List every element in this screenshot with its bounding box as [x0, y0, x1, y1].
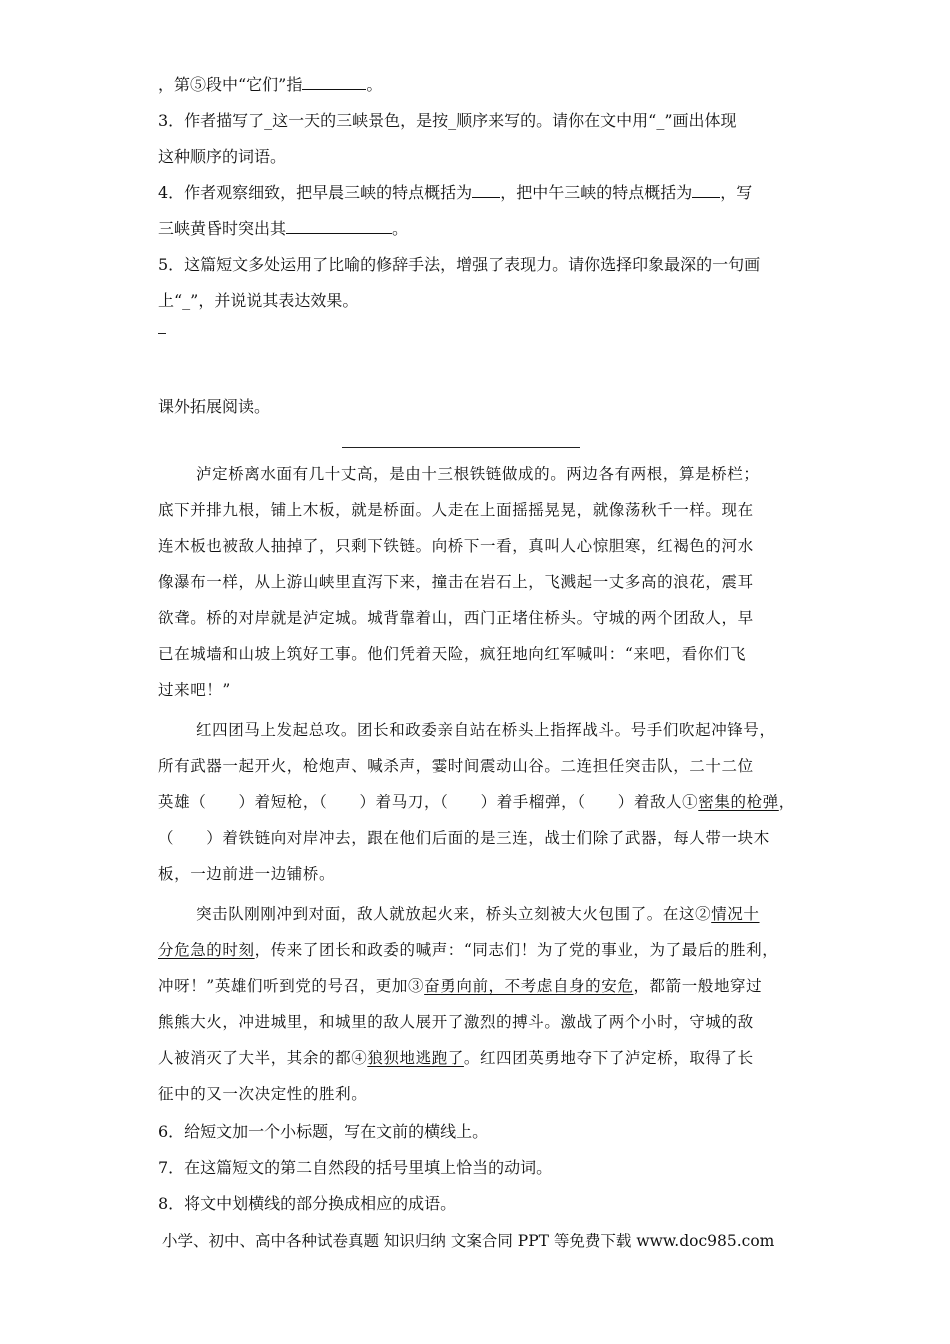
question-3-line-2: 这种顺序的词语。 [158, 147, 287, 166]
underlined-phrase-3: 奋勇向前，不考虑自身的安危 [424, 977, 634, 995]
passage-line [158, 975, 762, 997]
q2-text: ，第⑤段中“它们”指 [158, 75, 303, 94]
passage-line [158, 1047, 754, 1069]
passage-text: ，都箭一般地穿过 [633, 977, 763, 995]
answer-blank [692, 182, 720, 198]
passage-text: 冲呀！”英雄们听到党的号召，更加③ [158, 977, 425, 995]
question-4-line-1 [158, 182, 752, 204]
passage-text: 。红四团英勇地夺下了泸定桥，取得了长 [463, 1049, 754, 1067]
passage-line [158, 791, 795, 813]
passage-line: 泸定桥离水面有几十丈高，是由十三根铁链做成的。两边各有两根，算是桥栏； [196, 465, 760, 483]
q4-part1: 4．作者观察细致，把早晨三峡的特点概括为 [158, 183, 473, 202]
section-heading: 课外拓展阅读。 [158, 397, 271, 416]
passage-text: ，传来了团长和政委的喊声：“同志们！为了党的事业，为了最后的胜利， [254, 941, 779, 959]
answer-dash [158, 333, 166, 334]
passage-line: 底下并排九根，铺上木板，就是桥面。人走在上面摇摇晃晃，就像荡秋千一样。现在 [158, 501, 754, 519]
question-7: 7．在这篇短文的第二自然段的括号里填上恰当的动词。 [158, 1158, 553, 1177]
q2-suffix: 。 [366, 75, 383, 94]
q4-line2-prefix: 三峡黄昏时突出其 [158, 219, 287, 238]
passage-text: 突击队刚刚冲到对面，敌人就放起火来，桥头立刻被大火包围了。在这② [196, 905, 712, 923]
passage-line: 像瀑布一样，从上游山峡里直泻下来，撞击在岩石上，飞溅起一丈多高的浪花，震耳 [158, 573, 754, 591]
passage-line: 已在城墙和山坡上筑好工事。他们凭着天险，疯狂地向红军喊叫：“来吧，看你们飞 [158, 645, 747, 663]
question-5-line-1: 5．这篇短文多处运用了比喻的修辞手法，增强了表现力。请你选择印象最深的一句画 [158, 255, 761, 274]
answer-blank [286, 218, 392, 234]
underlined-phrase-2-cont: 分危急的时刻 [158, 941, 255, 959]
passage-line [196, 903, 760, 925]
passage-line: 征中的又一次决定性的胜利。 [158, 1085, 368, 1103]
passage-line: 熊熊大火，冲进城里，和城里的敌人展开了激烈的搏斗。激战了两个小时，守城的敌 [158, 1013, 754, 1031]
passage-line: 红四团马上发起总攻。团长和政委亲自站在桥头上指挥战斗。号手们吹起冲锋号， [196, 721, 776, 739]
passage-line: 欲聋。桥的对岸就是泸定城。城背靠着山，西门正堵住桥头。守城的两个团敌人，早 [158, 609, 754, 627]
passage-line: 连木板也被敌人抽掉了，只剩下铁链。向桥下一看，真叫人心惊胆寒，红褐色的河水 [158, 537, 754, 555]
passage-text: 英雄（ ）着短枪，（ ）着马刀，（ ）着手榴弹，（ ）着敌人① [158, 793, 699, 811]
question-2-tail [158, 74, 382, 96]
question-3-line-1: 3．作者描写了_这一天的三峡景色，是按_顺序来写的。请你在文中用“_”画出体现 [158, 111, 737, 130]
question-5-line-2: 上“_”，并说说其表达效果。 [158, 291, 359, 310]
answer-blank [472, 182, 500, 198]
underlined-phrase-1: 密集的枪弹 [698, 793, 779, 811]
question-8: 8．将文中划横线的部分换成相应的成语。 [158, 1194, 457, 1213]
question-4-line-2 [158, 218, 408, 240]
page-footer: 小学、初中、高中各种试卷真题 知识归纳 文案合同 PPT 等免费下载 www.doc985.com [162, 1232, 775, 1250]
passage-text: ， [778, 793, 795, 811]
q4-part2: ，把中午三峡的特点概括为 [500, 183, 693, 202]
passage-line: 过来吧！” [158, 681, 231, 699]
answer-blank [302, 74, 366, 90]
passage-line: 板，一边前进一边铺桥。 [158, 865, 336, 883]
passage-text: 人被消灭了大半，其余的都④ [158, 1049, 368, 1067]
passage-line: （ ）着铁链向对岸冲去，跟在他们后面的是三连，战士们除了武器，每人带一块木 [158, 829, 770, 847]
q4-part3: ，写 [720, 183, 753, 202]
underlined-phrase-4: 狼狈地逃跑了 [367, 1049, 464, 1067]
q4-line2-suffix: 。 [392, 219, 409, 238]
passage-line: 所有武器一起开火，枪炮声、喊杀声，霎时间震动山谷。二连担任突击队，二十二位 [158, 757, 754, 775]
question-6: 6．给短文加一个小标题，写在文前的横线上。 [158, 1122, 489, 1141]
title-blank-line [342, 447, 580, 448]
passage-line [158, 939, 778, 961]
underlined-phrase-2: 情况十 [711, 905, 760, 923]
